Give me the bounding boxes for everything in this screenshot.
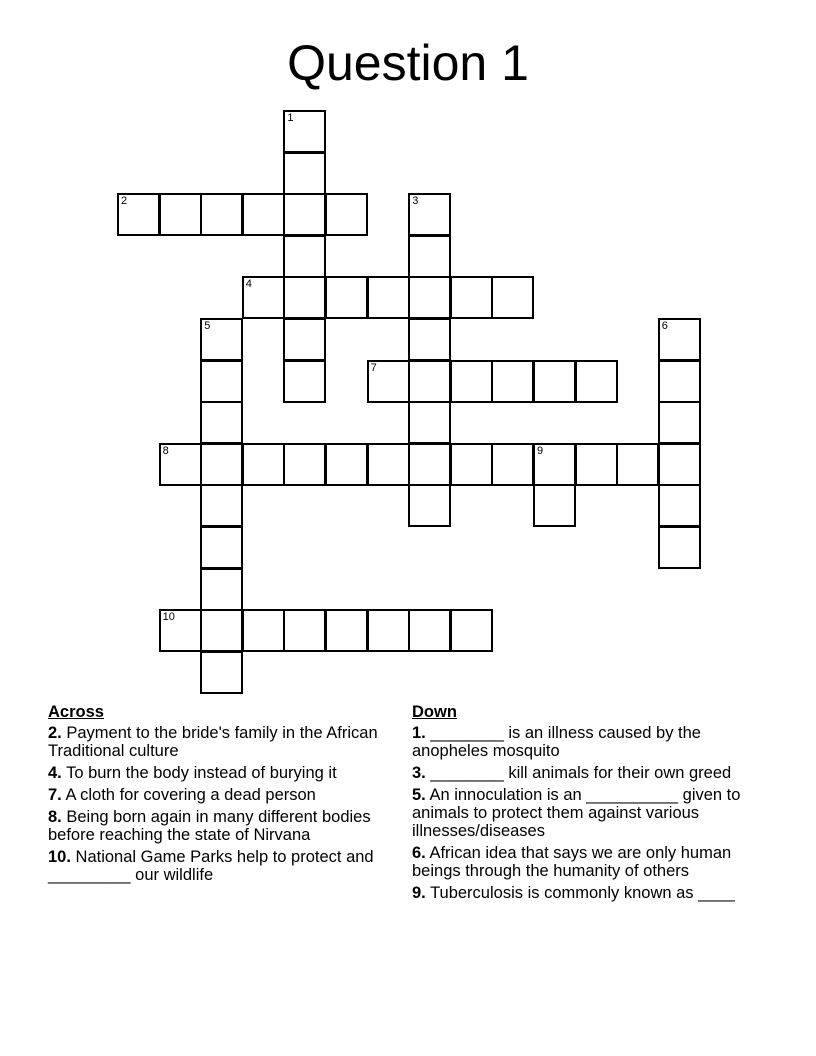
crossword-cell[interactable] (283, 360, 326, 403)
crossword-cell[interactable] (491, 443, 534, 486)
clue-text: Being born again in many different bodies before reaching the state of Nirvana (48, 808, 371, 844)
crossword-cell[interactable] (200, 568, 243, 611)
clue-text: Tuberculosis is commonly known as ____ (430, 884, 735, 902)
crossword-cell[interactable] (242, 193, 285, 236)
cell-number: 7 (370, 361, 377, 374)
clue-text: African idea that says we are only human beings through the humanity of others (412, 844, 732, 880)
cell-number: 3 (412, 195, 419, 208)
clue-number: 5. (412, 786, 426, 804)
across-clue-7 (48, 786, 410, 804)
cell-number: 6 (661, 320, 668, 332)
crossword-cell[interactable] (283, 443, 326, 486)
crossword-cell[interactable] (408, 276, 451, 319)
clue-number: 6. (412, 844, 426, 862)
cell-number: 5 (204, 320, 211, 332)
crossword-cell[interactable] (491, 276, 534, 319)
crossword-cell[interactable] (159, 443, 202, 486)
crossword-cell[interactable] (283, 193, 326, 236)
clue-number: 4. (48, 764, 62, 782)
crossword-cell[interactable] (159, 609, 202, 652)
crossword-cell[interactable] (200, 360, 243, 403)
down-clue-9 (412, 884, 772, 902)
crossword-cell[interactable] (491, 360, 534, 403)
cell-number: 4 (245, 278, 252, 291)
crossword-cell[interactable] (200, 484, 243, 527)
down-clues (412, 703, 772, 906)
clue-number: 7. (48, 786, 62, 804)
crossword-cell[interactable] (200, 609, 243, 652)
down-clue-5 (412, 786, 772, 840)
crossword-cell[interactable] (658, 401, 701, 444)
crossword-cell[interactable] (408, 443, 451, 486)
down-clue-3 (412, 764, 772, 782)
crossword-cell[interactable] (408, 235, 451, 278)
clue-number: 1. (412, 724, 426, 742)
down-heading: Down (412, 703, 457, 721)
crossword-cell[interactable] (408, 609, 451, 652)
clue-number: 8. (48, 808, 62, 826)
across-clue-2 (48, 724, 410, 760)
crossword-cell[interactable] (242, 443, 285, 486)
cell-number: 8 (162, 444, 169, 457)
crossword-cell[interactable] (200, 401, 243, 444)
crossword-cell[interactable] (658, 360, 701, 403)
crossword-cell[interactable] (367, 360, 410, 403)
crossword-cell[interactable] (200, 651, 243, 694)
crossword-cell[interactable] (533, 484, 576, 527)
down-clue-1 (412, 724, 772, 760)
crossword-cell[interactable] (450, 609, 493, 652)
crossword-cell[interactable] (159, 193, 202, 236)
crossword-cell[interactable] (408, 360, 451, 403)
crossword-cell[interactable] (283, 152, 326, 195)
crossword-cell[interactable] (450, 443, 493, 486)
crossword-cell[interactable] (367, 443, 410, 486)
crossword-cell[interactable] (367, 276, 410, 319)
crossword-cell[interactable] (575, 360, 618, 403)
crossword-cell[interactable] (658, 318, 701, 361)
crossword-cell[interactable] (450, 276, 493, 319)
crossword-cell[interactable] (408, 193, 451, 236)
crossword-cell[interactable] (283, 110, 326, 153)
crossword-cell[interactable] (283, 276, 326, 319)
crossword-cell[interactable] (408, 484, 451, 527)
clue-text: A cloth for covering a dead person (65, 786, 316, 804)
clue-text: ________ kill animals for their own greed (430, 764, 732, 782)
cell-number: 2 (121, 195, 128, 208)
crossword-cell[interactable] (325, 193, 368, 236)
crossword-cell[interactable] (533, 443, 576, 486)
across-clue-10 (48, 848, 410, 884)
clue-number: 3. (412, 764, 426, 782)
cell-number: 9 (537, 444, 544, 457)
crossword-cell[interactable] (658, 443, 701, 486)
clue-number: 10. (48, 848, 71, 866)
crossword-cell[interactable] (533, 360, 576, 403)
crossword-cell[interactable] (658, 526, 701, 569)
crossword-cell[interactable] (325, 443, 368, 486)
page-title: Question 1 (287, 35, 529, 91)
cell-number: 10 (162, 611, 175, 624)
crossword-cell[interactable] (367, 609, 410, 652)
across-clue-4 (48, 764, 410, 782)
crossword-cell[interactable] (408, 401, 451, 444)
clue-number: 2. (48, 724, 62, 742)
crossword-cell[interactable] (200, 443, 243, 486)
crossword-cell[interactable] (200, 526, 243, 569)
crossword-cell[interactable] (283, 235, 326, 278)
clue-text: ________ is an illness caused by the anopheles mosquito (412, 724, 701, 760)
across-heading: Across (48, 703, 104, 721)
clue-text: National Game Parks help to protect and _________ our wildlife (48, 848, 374, 884)
across-clue-8 (48, 808, 410, 844)
down-clue-6 (412, 844, 772, 880)
clue-number: 9. (412, 884, 426, 902)
crossword-cell[interactable] (325, 609, 368, 652)
across-clues (48, 703, 410, 888)
crossword-cell[interactable] (408, 318, 451, 361)
crossword-cell[interactable] (200, 318, 243, 361)
crossword-cell[interactable] (242, 609, 285, 652)
cell-number: 1 (287, 112, 294, 124)
crossword-cell[interactable] (200, 193, 243, 236)
crossword-cell[interactable] (117, 193, 160, 236)
crossword-cell[interactable] (616, 443, 659, 486)
crossword-cell[interactable] (325, 276, 368, 319)
crossword-cell[interactable] (283, 609, 326, 652)
crossword-cell[interactable] (450, 360, 493, 403)
clue-text: Payment to the bride's family in the African Traditional culture (48, 724, 378, 760)
clue-text: To burn the body instead of burying it (66, 764, 337, 782)
clue-text: An innoculation is an __________ given to animals to protect them against various illnesses/diseases (412, 786, 741, 840)
crossword-cell[interactable] (575, 443, 618, 486)
crossword-cell[interactable] (242, 276, 285, 319)
crossword-cell[interactable] (658, 484, 701, 527)
crossword-cell[interactable] (283, 318, 326, 361)
